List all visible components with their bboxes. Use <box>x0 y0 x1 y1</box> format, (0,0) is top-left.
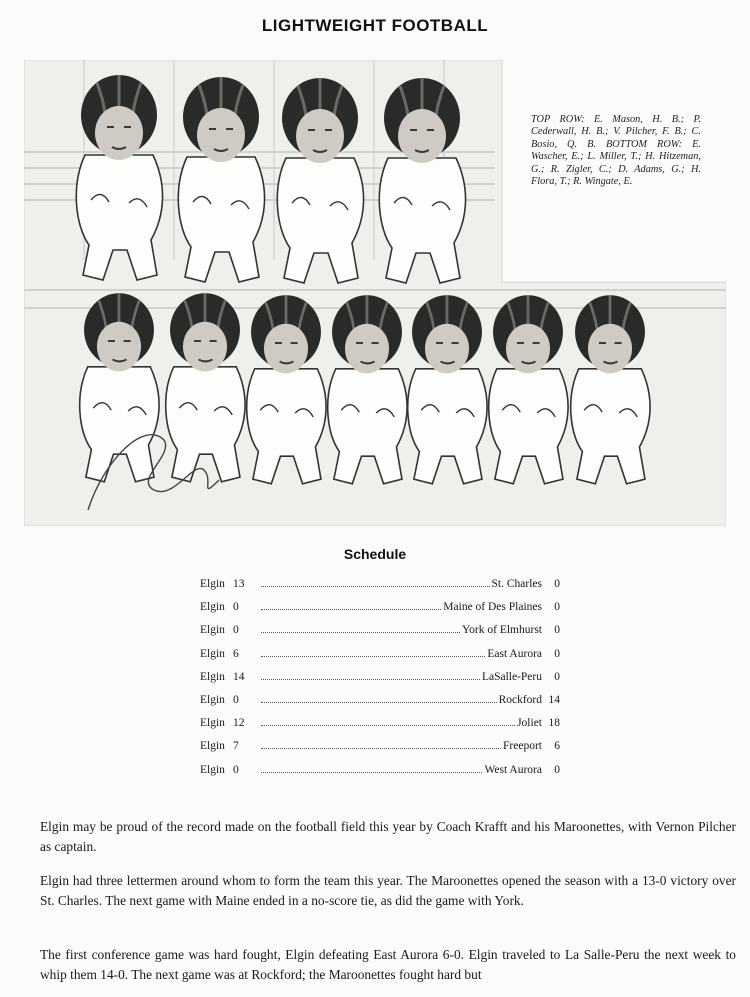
schedule-opponent: St. Charles <box>491 578 542 590</box>
schedule-score: 6 <box>233 647 239 660</box>
dot-leader <box>261 724 515 726</box>
schedule-team: Elgin <box>200 670 225 683</box>
schedule-team: Elgin <box>200 647 225 660</box>
schedule-row <box>200 764 560 787</box>
schedule-score: 0 <box>233 624 239 637</box>
schedule-table <box>200 578 560 787</box>
dot-leader <box>261 655 485 657</box>
schedule-score: 14 <box>233 670 245 683</box>
schedule-opponent-score: 18 <box>548 717 560 730</box>
schedule-opponent-score: 0 <box>554 763 560 776</box>
schedule-row <box>200 601 560 624</box>
paragraph-1: Elgin may be proud of the record made on the football field this year by Coach Krafft and his Maroonettes, with Vernon Pilcher as captain. <box>40 819 736 854</box>
dot-leader <box>261 771 482 773</box>
player-face <box>296 109 344 163</box>
schedule-score: 7 <box>233 740 239 753</box>
schedule-opponent-score: 14 <box>548 693 560 706</box>
schedule-score: 0 <box>233 693 239 706</box>
schedule-team: Elgin <box>200 601 225 614</box>
dot-leader <box>261 747 501 749</box>
dot-leader <box>261 631 460 633</box>
schedule-team: Elgin <box>200 578 225 590</box>
schedule-opponent: Freeport <box>503 740 542 753</box>
schedule-opponent-score: 0 <box>554 670 560 683</box>
player-face <box>97 322 141 372</box>
schedule-opponent-score: 0 <box>554 624 560 637</box>
player-face <box>398 109 446 163</box>
photo-caption: TOP ROW: E. Mason, H. B.; P. Cederwall, H. B.; V. Pilcher, F. B.; C. Bosio, Q. B. BOTTOM ROW: E. Wascher, E.; L. Miller, T.; H. Hitzeman, G.; R. Zigler, C.; D. Adams, G.; H. Flora, T.; R. Wingate, E. <box>531 114 701 188</box>
player-face <box>95 106 143 160</box>
dot-leader <box>261 608 441 610</box>
player-face <box>425 324 469 374</box>
schedule-team: Elgin <box>200 740 225 753</box>
schedule-team: Elgin <box>200 624 225 637</box>
schedule-opponent: LaSalle-Peru <box>481 670 542 683</box>
player-face <box>264 324 308 374</box>
schedule-team: Elgin <box>200 717 225 730</box>
schedule-opponent: Maine of Des Plaines <box>443 601 542 614</box>
schedule-opponent: East Aurora <box>487 647 542 660</box>
schedule-row <box>200 624 560 647</box>
player-face <box>183 322 227 372</box>
schedule-heading: Schedule <box>343 546 407 562</box>
schedule-opponent-score: 0 <box>554 601 560 614</box>
schedule-score: 13 <box>233 578 245 590</box>
schedule-row <box>200 694 560 717</box>
schedule-row <box>200 671 560 694</box>
schedule-opponent-score: 0 <box>554 578 560 590</box>
player-face <box>506 324 550 374</box>
schedule-team: Elgin <box>200 693 225 706</box>
player-face <box>197 108 245 162</box>
schedule-score: 0 <box>233 763 239 776</box>
schedule-opponent: York of Elmhurst <box>462 624 542 637</box>
schedule-opponent: West Aurora <box>484 763 542 776</box>
schedule-row <box>200 578 560 601</box>
schedule-score: 12 <box>233 717 245 730</box>
dot-leader <box>261 678 480 680</box>
schedule-team: Elgin <box>200 763 225 776</box>
schedule-opponent: Joliet <box>517 717 542 730</box>
schedule-score: 0 <box>233 601 239 614</box>
schedule-opponent-score: 6 <box>554 740 560 753</box>
player-face <box>588 324 632 374</box>
paragraph-2: Elgin had three lettermen around whom to form the team this year. The Maroonettes opened the season with a 13-0 victory over St. Charles. The next game with Maine ended in a no-score tie, as did the game with York. <box>40 873 736 908</box>
schedule-opponent: Rockford <box>498 693 542 706</box>
schedule-row <box>200 740 560 763</box>
schedule-row <box>200 648 560 671</box>
paragraph-3: The first conference game was hard fought, Elgin defeating East Aurora 6-0. Elgin traveled to La Salle-Peru the next week to whip them 14-0. The next game was at Rockford; the Maroonettes fought hard but <box>40 947 736 982</box>
player-face <box>345 324 389 374</box>
schedule-opponent-score: 0 <box>554 647 560 660</box>
dot-leader <box>261 701 497 703</box>
schedule-row <box>200 717 560 740</box>
dot-leader <box>261 585 490 587</box>
page-title: LIGHTWEIGHT FOOTBALL <box>261 16 489 35</box>
